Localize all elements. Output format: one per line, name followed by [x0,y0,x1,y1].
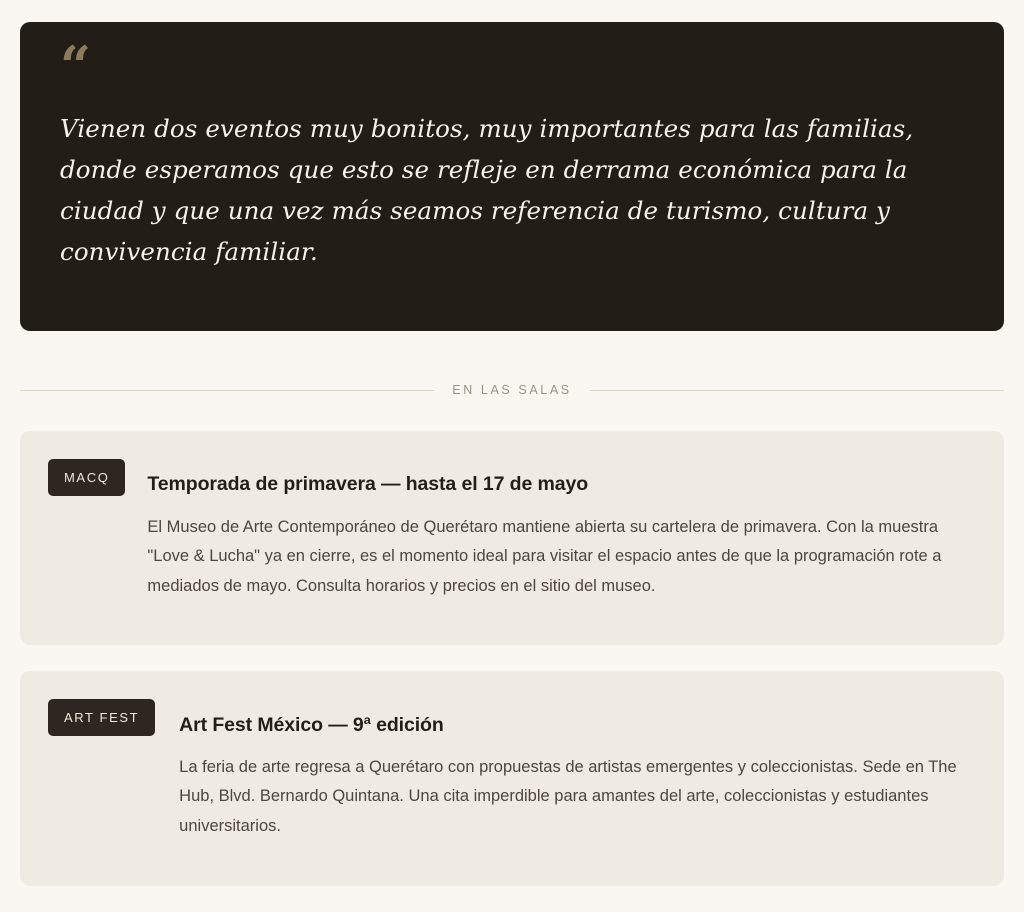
list-item[interactable] [20,671,1004,885]
entry-body [147,457,974,617]
divider-rule-right [590,390,1004,391]
pull-quote-card [20,22,1004,331]
entry-title: Temporada de primavera — hasta el 17 de mayo [147,473,589,496]
status-badge: MACQ [48,459,125,496]
divider-rule-left [20,390,434,391]
entry-body [177,697,974,857]
quote-mark-icon: “ [60,34,90,98]
entry-description: El Museo de Arte Contemporáneo de Querétaro mantiene abierta su cartelera de primavera. Con la muestra "Love & Lucha" ya en cierre, es el momento ideal para visitar el espacio antes de que la programación rote a mediados de mayo. Consulta horarios y precios en el sitio del museo. [147,517,942,595]
pull-quote-text: Vienen dos eventos muy bonitos, muy importantes para las familias, donde esperamos que esto se refleje en derrama económica para la ciudad y que una vez más seamos referencia de turismo, cultura y convivencia familiar. [60,114,914,267]
list-item[interactable] [20,431,1004,645]
section-label: EN LAS SALAS [452,383,572,398]
entry-description: La feria de arte regresa a Querétaro con propuestas de artistas emergentes y coleccionistas. Sede en The Hub, Blvd. Bernardo Quintana. Una cita imperdible para amantes del arte, coleccionistas y estudiantes universitarios. [179,758,957,835]
entry-title: Art Fest México — 9ª edición [179,713,444,736]
status-badge: ART FEST [48,699,155,736]
section-divider [20,383,1004,397]
